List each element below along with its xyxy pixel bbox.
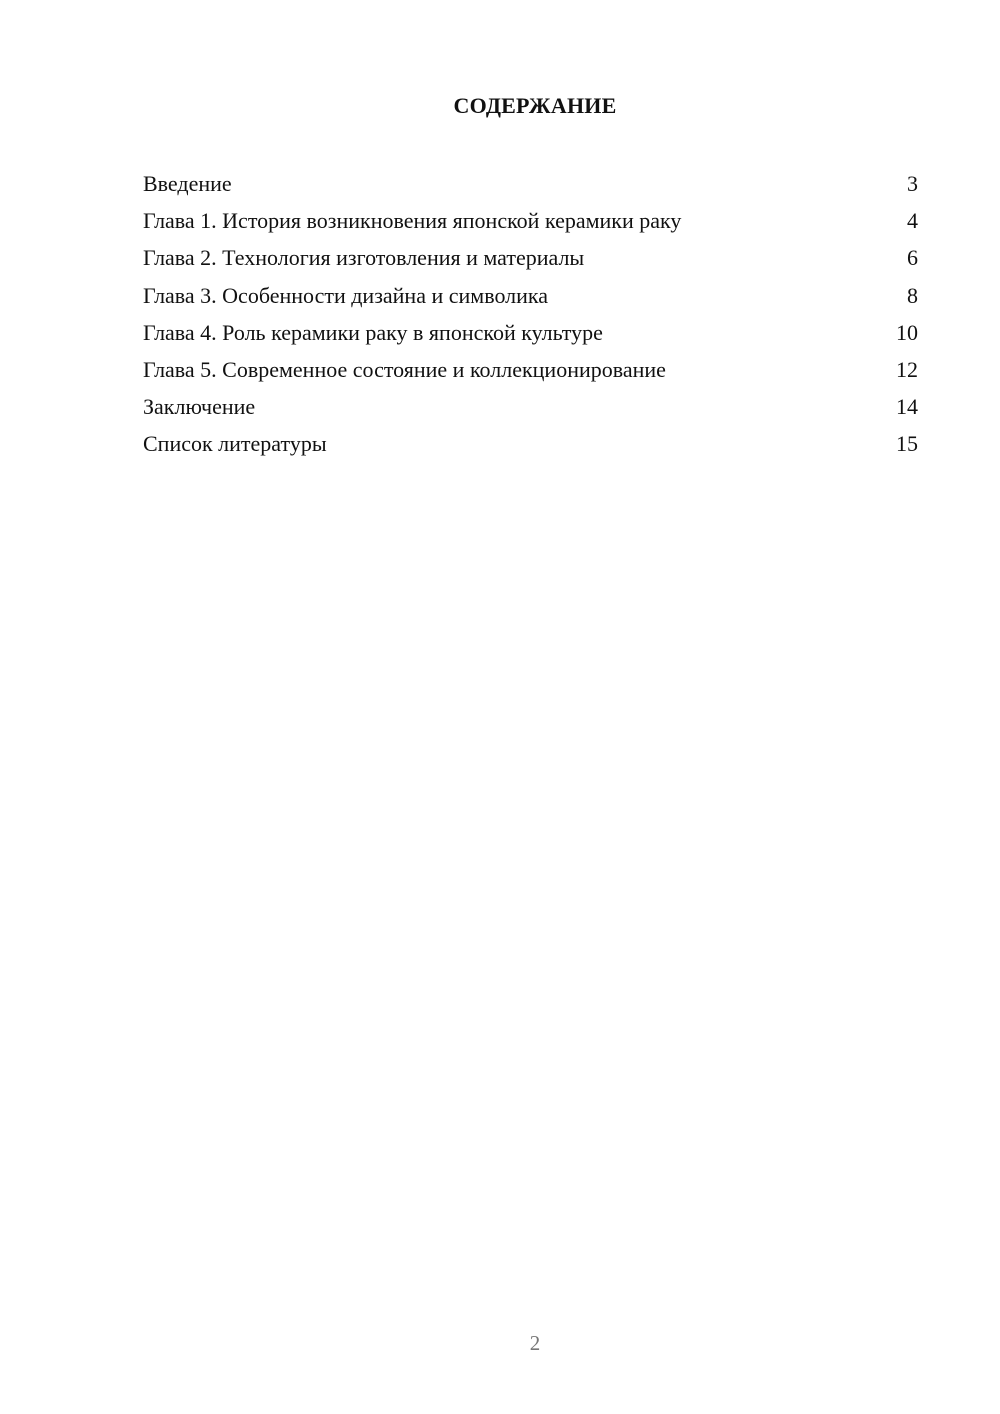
toc-entry-page: 4	[907, 208, 918, 234]
toc-entry-chapter-1	[143, 205, 918, 242]
toc-entry-title: Список литературы	[143, 431, 327, 457]
toc-entry-page: 14	[896, 394, 918, 420]
page-number: 2	[529, 1331, 541, 1355]
toc-entry-page: 10	[896, 319, 918, 345]
toc-entry-conclusion	[143, 391, 918, 428]
toc-entry-page: 3	[907, 171, 918, 196]
toc-entry-title: Глава 4. Роль керамики раку в японской культуре	[143, 319, 603, 345]
toc-entry-page: 8	[907, 282, 918, 308]
toc-entry-page: 12	[896, 356, 918, 382]
toc-entry-title: Введение	[143, 171, 232, 196]
toc-entry-title: Глава 2. Технология изготовления и материалы	[143, 245, 585, 271]
page-title: СОДЕРЖАНИЕ	[453, 93, 617, 118]
toc-entry-title: Глава 1. История возникновения японской керамики раку	[143, 208, 682, 234]
toc-entry-chapter-4	[143, 317, 918, 354]
toc-entry-page: 6	[907, 245, 918, 271]
toc-entry-references	[143, 428, 918, 465]
toc-entry-chapter-5	[143, 354, 918, 391]
toc-entry-chapter-3	[143, 280, 918, 317]
toc-entry-page: 15	[896, 431, 918, 457]
table-of-contents	[143, 168, 918, 466]
toc-entry-title: Глава 5. Современное состояние и коллекционирование	[143, 356, 666, 382]
toc-entry-introduction	[143, 168, 918, 205]
toc-entry-chapter-2	[143, 242, 918, 279]
toc-entry-title: Глава 3. Особенности дизайна и символика	[143, 282, 549, 308]
toc-entry-title: Заключение	[143, 394, 256, 420]
